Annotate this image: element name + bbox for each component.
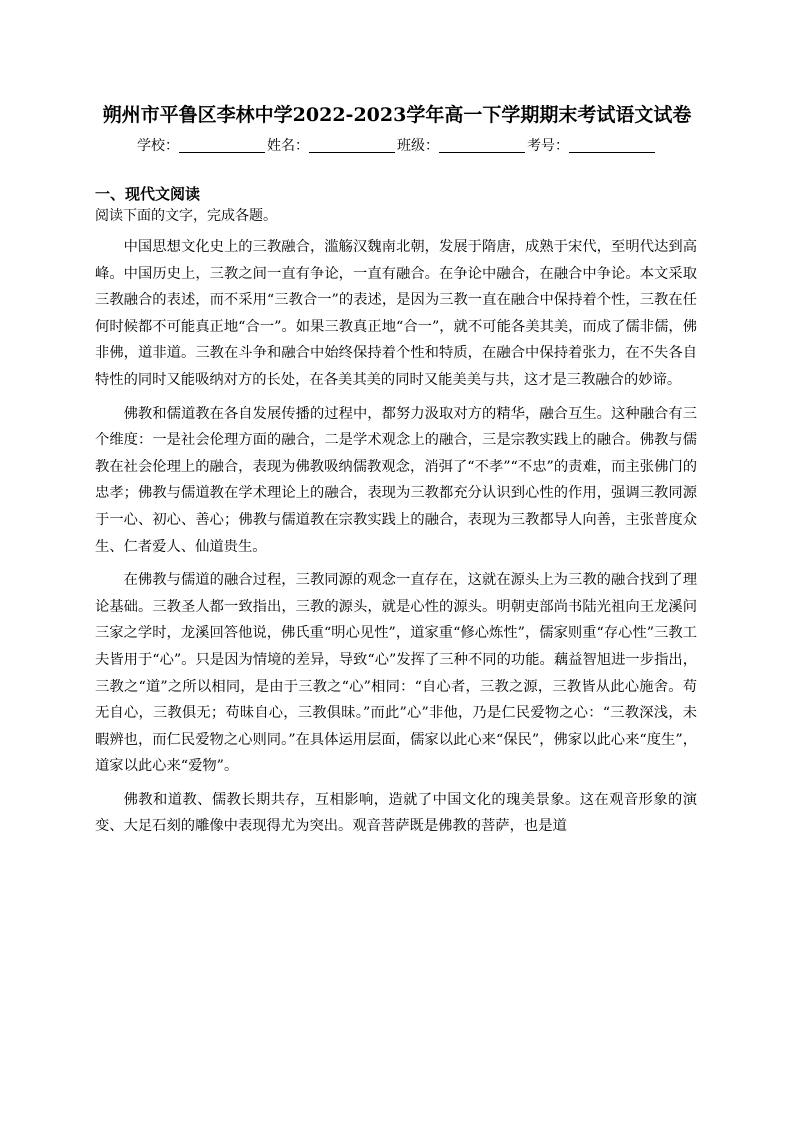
passage-paragraph-1: 中国思想文化史上的三教融合，滥觞汉魏南北朝，发展于隋唐，成熟于宋代，至明代达到高峰。中国历史上，三教之间一直有争论，一直有融合。在争论中融合，在融合中争论。本文采取三教融合的表述，而不采用“三教合一”的表述，是因为三教一直在融合中保持着个性，三教在任何时候都不可能真正地“合一”。如果三教真正地“合一”，就不可能各美其美，而成了儒非儒，佛非佛，道非道。三教在斗争和融合中始终保持着个性和特质，在融合中保持着张力，在不失各自特性的同时又能吸纳对方的长处，在各美其美的同时又能美美与共，这才是三教融合的妙谛。: [95, 239, 697, 388]
reading-instruction: 阅读下面的文字，完成各题。: [95, 208, 277, 224]
passage-paragraph-2: 佛教和儒道教在各自发展传播的过程中，都努力汲取对方的精华，融合互生。这种融合有三个维度：一是社会伦理方面的融合，二是学术观念上的融合，三是宗教实践上的融合。佛教与儒教在社会伦理上的融合，表现为佛教吸纳儒教观念，消弭了“不孝”“不忠”的责难，而主张佛门的忠孝；佛教与儒道教在学术理论上的融合，表现为三教都充分认识到心性的作用，强调三教同源于一心、初心、善心；佛教与儒道教在宗教实践上的融合，表现为三教都导人向善，主张普度众生、仁者爱人、仙道贵生。: [95, 405, 697, 555]
exam-title: 朔州市平鲁区李林中学2022-2023学年高一下学期期末考试语文试卷: [102, 104, 692, 126]
name-label: 姓名：: [267, 138, 309, 154]
passage-paragraph-3: 在佛教与儒道的融合过程，三教同源的观念一直存在，这就在源头上为三教的融合找到了理论基础。三教圣人都一致指出，三教的源头，就是心性的源头。明朝吏部尚书陆光祖向王龙溪问三家之学时，龙溪回答他说，佛氏重“明心见性”，道家重“修心炼性”，儒家则重“存心性”三教工夫皆用于“心”。只是因为情境的差异，导致“心”发挥了三种不同的功能。藕益智旭进一步指出，三教之“道”之所以相同，是由于三教之“心”相同：“自心者，三教之源，三教皆从此心施舍。苟无自心，三教俱无；苟昧自心，三教俱昧。”而此”心”非他，乃是仁民爱物之心：“三教深浅，未暇辨也，而仁民爱物之心则同。”在具体运用层面，儒家以此心来“保民”，佛家以此心来“度生”，道家以此心来“爱物”。: [95, 572, 697, 775]
exam-number-field: [527, 134, 657, 158]
section-heading: 一、现代文阅读: [95, 185, 201, 203]
name-field: [267, 134, 397, 158]
class-blank: [439, 136, 525, 153]
reading-passage: [95, 234, 697, 847]
school-blank: [179, 136, 265, 153]
exam-number-blank: [569, 136, 655, 153]
passage-paragraph-4: 佛教和道教、儒教长期共存，互相影响，造就了中国文化的瑰美景象。这在观音形象的演变、大足石刻的雕像中表现得尤为突出。观音菩萨既是佛教的菩萨，也是道: [95, 791, 697, 835]
class-label: 班级：: [397, 138, 439, 154]
school-field: [137, 134, 267, 158]
school-label: 学校：: [137, 138, 179, 154]
student-info-line: [0, 134, 794, 158]
exam-number-label: 考号：: [527, 138, 569, 154]
name-blank: [309, 136, 395, 153]
class-field: [397, 134, 527, 158]
